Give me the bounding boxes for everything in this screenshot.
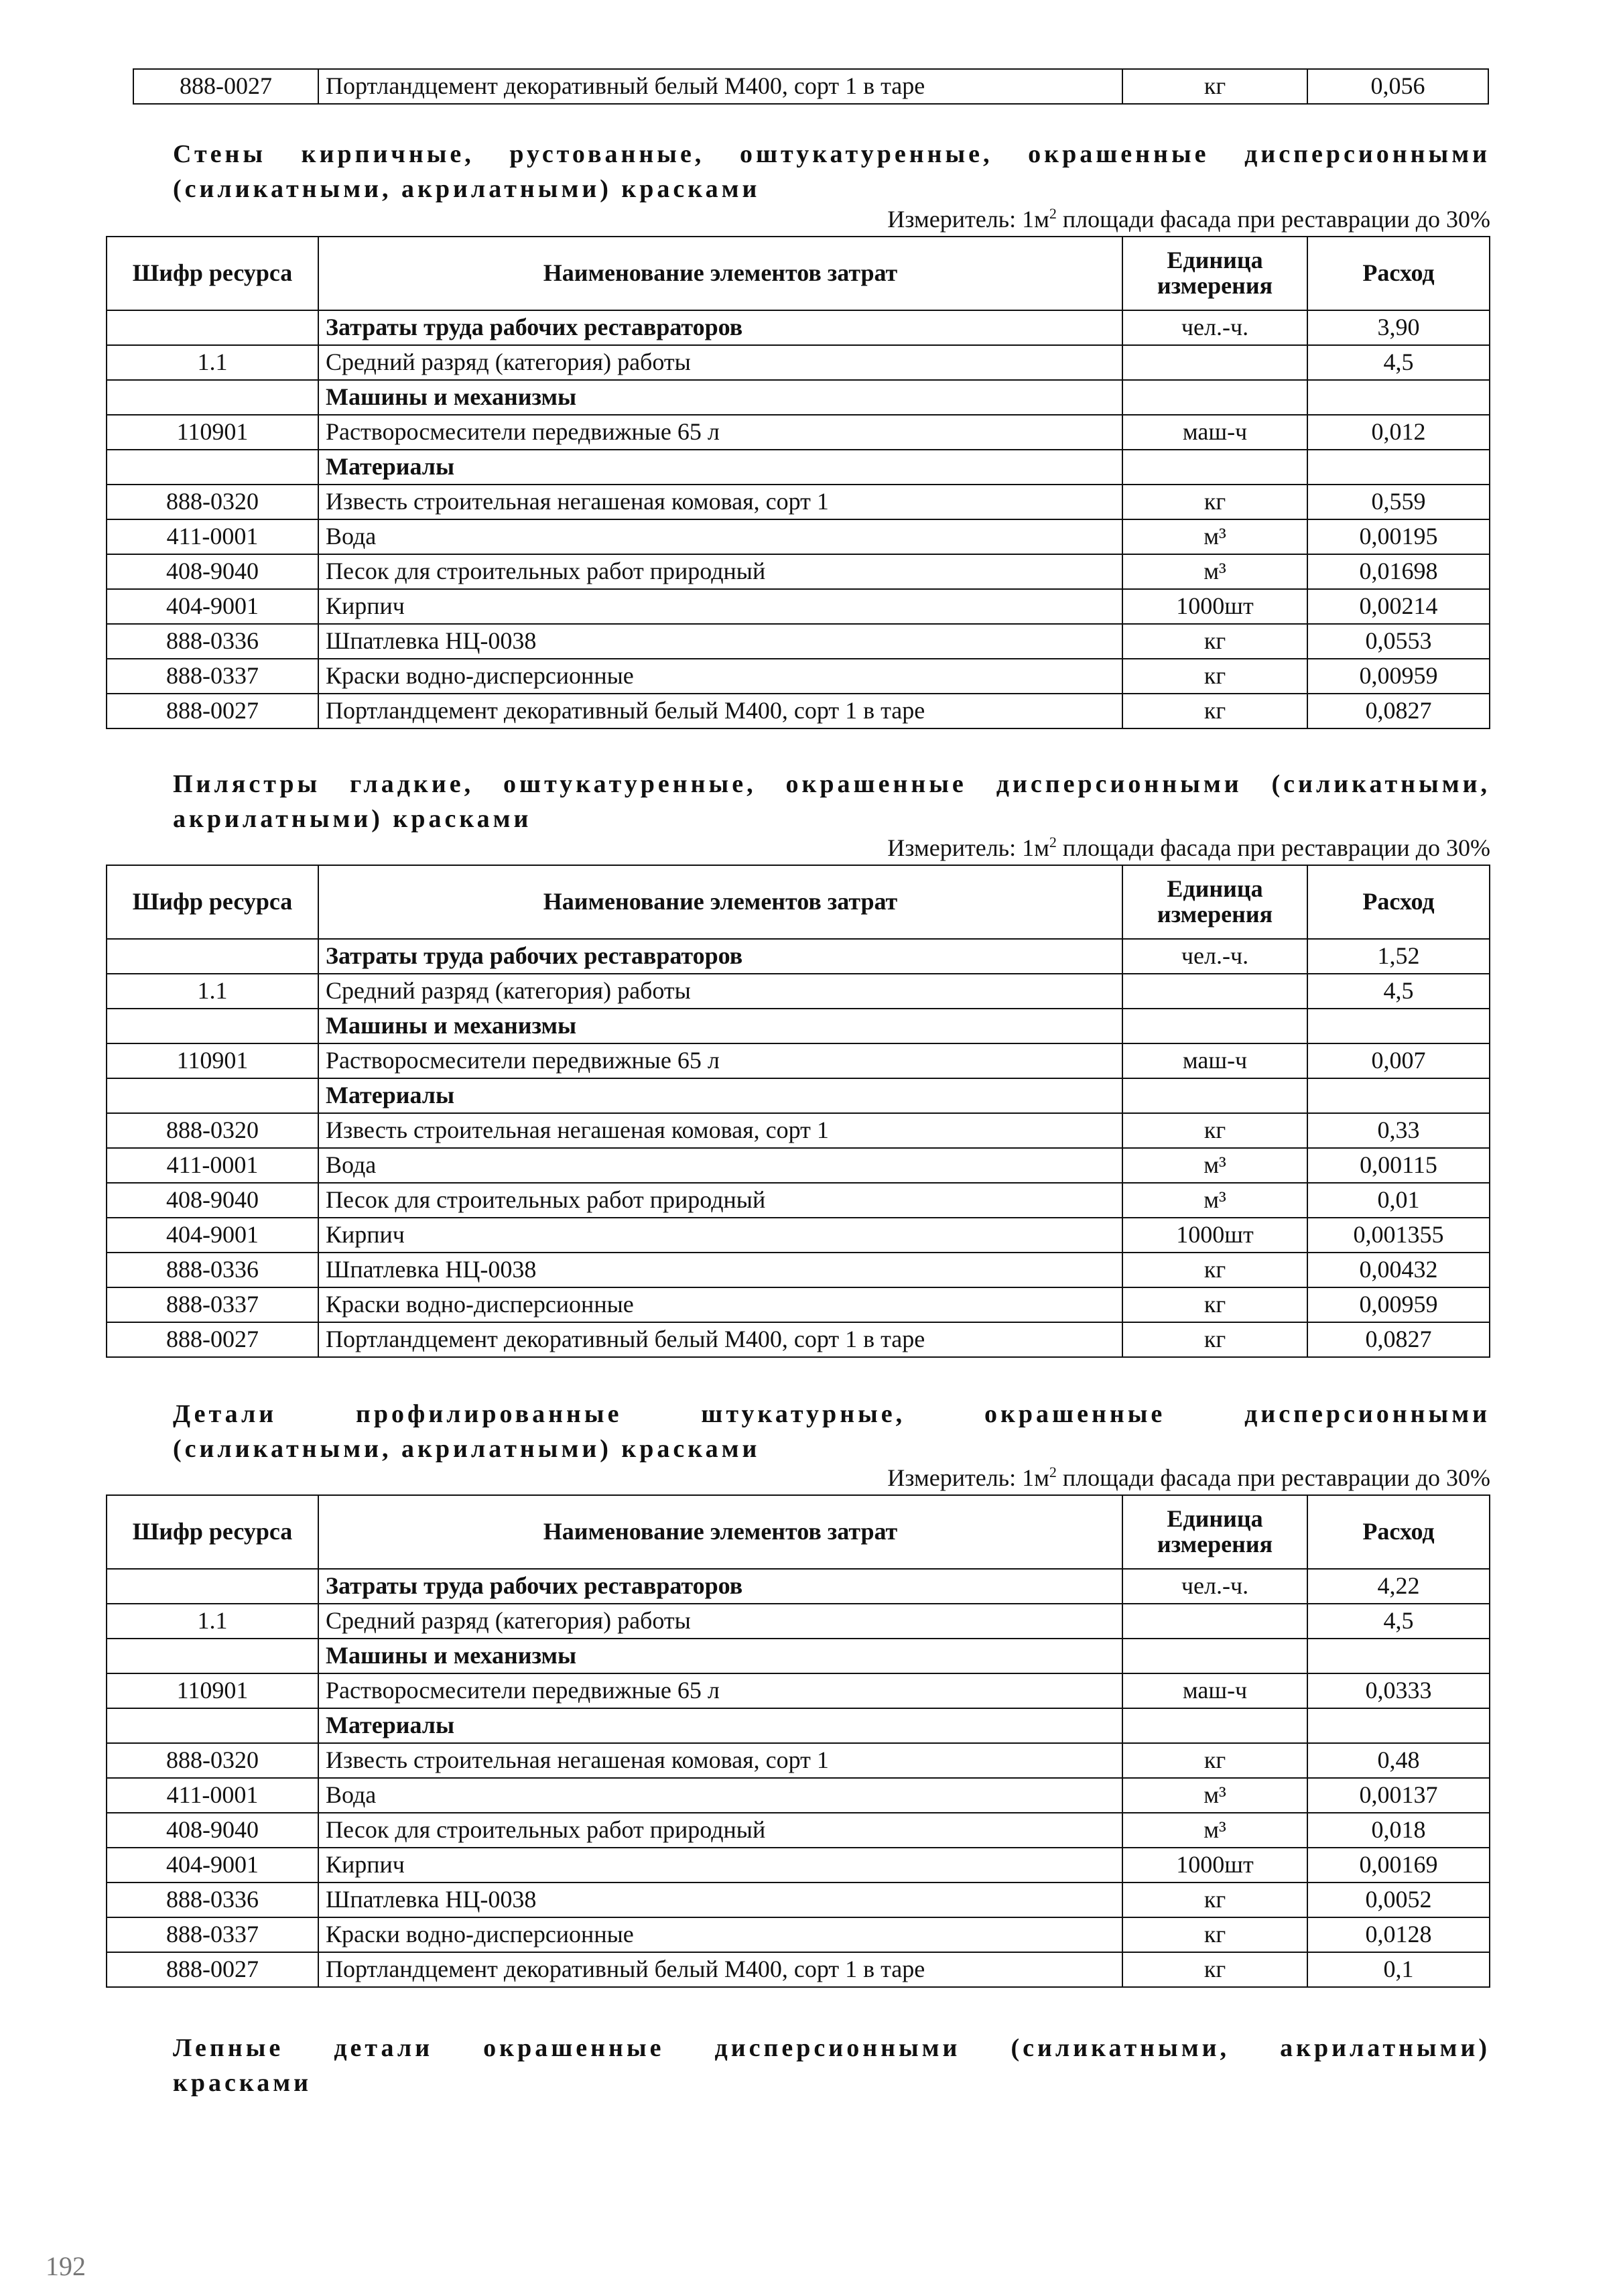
table-row <box>107 310 1490 345</box>
table-row <box>107 1778 1490 1813</box>
unit <box>1122 380 1307 415</box>
amount: 0,0827 <box>1307 1322 1490 1357</box>
resource-code: 408-9040 <box>107 1813 318 1848</box>
unit <box>1122 345 1307 380</box>
unit: маш-ч <box>1122 415 1307 450</box>
table-row <box>107 1287 1490 1322</box>
unit: маш-ч <box>1122 1673 1307 1708</box>
amount: 0,00959 <box>1307 1287 1490 1322</box>
unit: м³ <box>1122 1148 1307 1183</box>
section-heading <box>173 767 1490 836</box>
table-row <box>107 554 1490 589</box>
cost-element-name: Кирпич <box>318 1218 1122 1253</box>
unit: кг <box>1122 1952 1307 1987</box>
table-row <box>107 1078 1490 1113</box>
amount: 0,48 <box>1307 1743 1490 1778</box>
resource-table <box>106 236 1490 729</box>
resource-code <box>107 1078 318 1113</box>
resource-code: 888-0027 <box>107 694 318 728</box>
measure-unit-note: Измеритель: $1м^2$ площади фасада при реставрации до 30% <box>887 1464 1490 1491</box>
resource-code <box>107 1708 318 1743</box>
unit: 1000шт <box>1122 589 1307 624</box>
unit <box>1122 974 1307 1009</box>
header-amount: Расход <box>1307 1495 1490 1569</box>
unit: кг <box>1122 1113 1307 1148</box>
cost-element-name: Вода <box>318 519 1122 554</box>
amount: 0,01 <box>1307 1183 1490 1218</box>
table-row <box>107 519 1490 554</box>
amount: 3,90 <box>1307 310 1490 345</box>
unit: кг <box>1122 624 1307 659</box>
resource-code <box>107 1009 318 1043</box>
resource-code: 110901 <box>107 1043 318 1078</box>
section-heading <box>173 137 1490 206</box>
cost-element-name: Шпатлевка НЦ-0038 <box>318 624 1122 659</box>
unit: кг <box>1122 69 1307 104</box>
resource-code <box>107 939 318 974</box>
resource-code: 888-0320 <box>107 1113 318 1148</box>
resource-table <box>106 865 1490 1358</box>
cost-element-name: Известь строительная негашеная комовая, сорт 1 <box>318 1743 1122 1778</box>
header-code: Шифр ресурса <box>107 237 318 310</box>
cost-element-name: Портландцемент декоративный белый М400, сорт 1 в таре <box>318 69 1122 104</box>
resource-code: 110901 <box>107 415 318 450</box>
resource-code: 404-9001 <box>107 589 318 624</box>
cost-element-name: Материалы <box>318 1078 1122 1113</box>
table-row <box>107 1183 1490 1218</box>
header-name: Наименование элементов затрат <box>318 1495 1122 1569</box>
unit: кг <box>1122 1287 1307 1322</box>
amount: 0,01698 <box>1307 554 1490 589</box>
resource-code: 1.1 <box>107 974 318 1009</box>
unit <box>1122 1639 1307 1673</box>
table-row <box>107 1813 1490 1848</box>
cost-element-name: Портландцемент декоративный белый М400, сорт 1 в таре <box>318 1322 1122 1357</box>
header-unit: Единица измерения <box>1122 865 1307 939</box>
unit <box>1122 1604 1307 1639</box>
amount: 1,52 <box>1307 939 1490 974</box>
cost-element-name: Затраты труда рабочих реставраторов <box>318 1569 1122 1604</box>
cost-element-name: Песок для строительных работ природный <box>318 1183 1122 1218</box>
amount: 4,5 <box>1307 345 1490 380</box>
amount <box>1307 1639 1490 1673</box>
amount <box>1307 1009 1490 1043</box>
header-amount: Расход <box>1307 237 1490 310</box>
cost-element-name: Машины и механизмы <box>318 1639 1122 1673</box>
amount: 0,0128 <box>1307 1917 1490 1952</box>
cost-element-name: Растворосмесители передвижные 65 л <box>318 1043 1122 1078</box>
resource-code: 411-0001 <box>107 519 318 554</box>
resource-code: 404-9001 <box>107 1848 318 1883</box>
table-row <box>107 1848 1490 1883</box>
cost-element-name: Вода <box>318 1148 1122 1183</box>
amount: 0,012 <box>1307 415 1490 450</box>
table-row <box>107 1708 1490 1743</box>
cost-element-name: Шпатлевка НЦ-0038 <box>318 1253 1122 1287</box>
resource-code: 1.1 <box>107 1604 318 1639</box>
resource-code: 404-9001 <box>107 1218 318 1253</box>
section-heading-line: Лепные детали окрашенные дисперсионными (силикатными, акрилатными) <box>173 2034 1490 2062</box>
table-row <box>107 1673 1490 1708</box>
table-row <box>107 1952 1490 1987</box>
cost-element-name: Материалы <box>318 1708 1122 1743</box>
cost-element-name: Машины и механизмы <box>318 1009 1122 1043</box>
resource-code: 888-0336 <box>107 1883 318 1917</box>
amount: 0,00214 <box>1307 589 1490 624</box>
unit <box>1122 450 1307 485</box>
unit: кг <box>1122 659 1307 694</box>
unit <box>1122 1078 1307 1113</box>
amount: 4,22 <box>1307 1569 1490 1604</box>
amount: 0,007 <box>1307 1043 1490 1078</box>
unit: чел.-ч. <box>1122 310 1307 345</box>
unit: кг <box>1122 1883 1307 1917</box>
header-amount: Расход <box>1307 865 1490 939</box>
amount: 0,0052 <box>1307 1883 1490 1917</box>
resource-code: 411-0001 <box>107 1148 318 1183</box>
table-row <box>107 1218 1490 1253</box>
resource-code <box>107 380 318 415</box>
table-row <box>107 380 1490 415</box>
table-row <box>107 1639 1490 1673</box>
amount: 0,00959 <box>1307 659 1490 694</box>
header-code: Шифр ресурса <box>107 865 318 939</box>
cost-element-name: Машины и механизмы <box>318 380 1122 415</box>
resource-code <box>107 310 318 345</box>
resource-code: 408-9040 <box>107 554 318 589</box>
section-heading <box>173 1397 1490 1466</box>
resource-code: 888-0337 <box>107 1917 318 1952</box>
table-row <box>107 1043 1490 1078</box>
amount: 0,056 <box>1307 69 1488 104</box>
cost-element-name: Средний разряд (категория) работы <box>318 974 1122 1009</box>
resource-code: 1.1 <box>107 345 318 380</box>
cost-element-name: Известь строительная негашеная комовая, сорт 1 <box>318 485 1122 519</box>
table-row <box>107 1917 1490 1952</box>
unit: чел.-ч. <box>1122 939 1307 974</box>
section-heading-line: красками <box>173 2069 312 2097</box>
unit: 1000шт <box>1122 1848 1307 1883</box>
unit: м³ <box>1122 519 1307 554</box>
amount: 4,5 <box>1307 974 1490 1009</box>
cost-element-name: Краски водно-дисперсионные <box>318 1287 1122 1322</box>
amount: 0,018 <box>1307 1813 1490 1848</box>
table-row <box>107 415 1490 450</box>
header-unit: Единица измерения <box>1122 1495 1307 1569</box>
resource-code: 888-0337 <box>107 1287 318 1322</box>
unit: кг <box>1122 485 1307 519</box>
cost-element-name: Вода <box>318 1778 1122 1813</box>
unit <box>1122 1009 1307 1043</box>
cost-element-name: Растворосмесители передвижные 65 л <box>318 415 1122 450</box>
measure-unit-note: Измеритель: $1м^2$ площади фасада при реставрации до 30% <box>887 205 1490 233</box>
unit: м³ <box>1122 554 1307 589</box>
table-row <box>107 939 1490 974</box>
header-code: Шифр ресурса <box>107 1495 318 1569</box>
amount: 0,0553 <box>1307 624 1490 659</box>
header-unit: Единица измерения <box>1122 237 1307 310</box>
amount <box>1307 1708 1490 1743</box>
cost-element-name: Шпатлевка НЦ-0038 <box>318 1883 1122 1917</box>
resource-code: 888-0336 <box>107 624 318 659</box>
page-number: 192 <box>46 2251 86 2281</box>
cost-element-name: Кирпич <box>318 589 1122 624</box>
section-heading-line: акрилатными) красками <box>173 805 532 833</box>
amount: 0,1 <box>1307 1952 1490 1987</box>
table-row <box>107 974 1490 1009</box>
resource-code <box>107 1569 318 1604</box>
top-continuation-table <box>133 68 1489 105</box>
resource-code: 888-0337 <box>107 659 318 694</box>
table-row <box>107 1322 1490 1357</box>
resource-table <box>106 1494 1490 1988</box>
cost-element-name: Средний разряд (категория) работы <box>318 345 1122 380</box>
unit: кг <box>1122 694 1307 728</box>
table-row <box>107 1009 1490 1043</box>
amount: 0,00169 <box>1307 1848 1490 1883</box>
cost-element-name: Материалы <box>318 450 1122 485</box>
resource-code: 888-0336 <box>107 1253 318 1287</box>
table-row <box>107 624 1490 659</box>
section-heading-line: Детали профилированные штукатурные, окрашенные дисперсионными <box>173 1400 1490 1428</box>
header-name: Наименование элементов затрат <box>318 865 1122 939</box>
resource-code: 110901 <box>107 1673 318 1708</box>
resource-code <box>107 1639 318 1673</box>
resource-code: 888-0027 <box>107 1322 318 1357</box>
cost-element-name: Затраты труда рабочих реставраторов <box>318 310 1122 345</box>
unit: кг <box>1122 1743 1307 1778</box>
measure-unit-note: Измеритель: $1м^2$ площади фасада при реставрации до 30% <box>887 834 1490 861</box>
resource-code: 411-0001 <box>107 1778 318 1813</box>
cost-element-name: Известь строительная негашеная комовая, сорт 1 <box>318 1113 1122 1148</box>
table-row <box>107 1113 1490 1148</box>
table-row <box>107 1569 1490 1604</box>
table-row <box>107 1604 1490 1639</box>
table-header-row <box>107 1495 1490 1569</box>
section-heading-line: (силикатными, акрилатными) красками <box>173 175 761 203</box>
unit: м³ <box>1122 1813 1307 1848</box>
table-row <box>107 589 1490 624</box>
resource-code <box>107 450 318 485</box>
table-row <box>107 694 1490 728</box>
amount: 0,00195 <box>1307 519 1490 554</box>
amount: 0,559 <box>1307 485 1490 519</box>
unit: чел.-ч. <box>1122 1569 1307 1604</box>
amount: 4,5 <box>1307 1604 1490 1639</box>
cost-element-name: Краски водно-дисперсионные <box>318 1917 1122 1952</box>
table-row <box>107 659 1490 694</box>
cost-element-name: Растворосмесители передвижные 65 л <box>318 1673 1122 1708</box>
table-row <box>107 485 1490 519</box>
table-row <box>133 69 1488 104</box>
unit: 1000шт <box>1122 1218 1307 1253</box>
unit: м³ <box>1122 1778 1307 1813</box>
unit: кг <box>1122 1917 1307 1952</box>
cost-element-name: Кирпич <box>318 1848 1122 1883</box>
cost-element-name: Портландцемент декоративный белый М400, сорт 1 в таре <box>318 694 1122 728</box>
table-header-row <box>107 237 1490 310</box>
cost-element-name: Краски водно-дисперсионные <box>318 659 1122 694</box>
table-row <box>107 345 1490 380</box>
cost-element-name: Песок для строительных работ природный <box>318 554 1122 589</box>
amount: 0,0333 <box>1307 1673 1490 1708</box>
table-row <box>107 450 1490 485</box>
cost-element-name: Портландцемент декоративный белый М400, сорт 1 в таре <box>318 1952 1122 1987</box>
section-heading-line: Стены кирпичные, рустованные, оштукатуренные, окрашенные дисперсионными <box>173 140 1490 168</box>
section-heading <box>173 2031 1490 2100</box>
table-row <box>107 1148 1490 1183</box>
table-header-row <box>107 865 1490 939</box>
unit: маш-ч <box>1122 1043 1307 1078</box>
section-heading-line: Пилястры гладкие, оштукатуренные, окрашенные дисперсионными (силикатными, <box>173 770 1490 798</box>
amount: 0,00432 <box>1307 1253 1490 1287</box>
amount: 0,001355 <box>1307 1218 1490 1253</box>
section-heading-line: (силикатными, акрилатными) красками <box>173 1435 761 1463</box>
cost-element-name: Средний разряд (категория) работы <box>318 1604 1122 1639</box>
amount: 0,0827 <box>1307 694 1490 728</box>
resource-code: 408-9040 <box>107 1183 318 1218</box>
header-name: Наименование элементов затрат <box>318 237 1122 310</box>
table-row <box>107 1883 1490 1917</box>
amount <box>1307 1078 1490 1113</box>
cost-element-name: Песок для строительных работ природный <box>318 1813 1122 1848</box>
unit: м³ <box>1122 1183 1307 1218</box>
cost-element-name: Затраты труда рабочих реставраторов <box>318 939 1122 974</box>
amount <box>1307 380 1490 415</box>
amount <box>1307 450 1490 485</box>
table-row <box>107 1253 1490 1287</box>
resource-code: 888-0320 <box>107 1743 318 1778</box>
unit <box>1122 1708 1307 1743</box>
resource-code: 888-0027 <box>133 69 318 104</box>
amount: 0,33 <box>1307 1113 1490 1148</box>
table-row <box>107 1743 1490 1778</box>
resource-code: 888-0027 <box>107 1952 318 1987</box>
unit: кг <box>1122 1253 1307 1287</box>
amount: 0,00137 <box>1307 1778 1490 1813</box>
unit: кг <box>1122 1322 1307 1357</box>
amount: 0,00115 <box>1307 1148 1490 1183</box>
resource-code: 888-0320 <box>107 485 318 519</box>
